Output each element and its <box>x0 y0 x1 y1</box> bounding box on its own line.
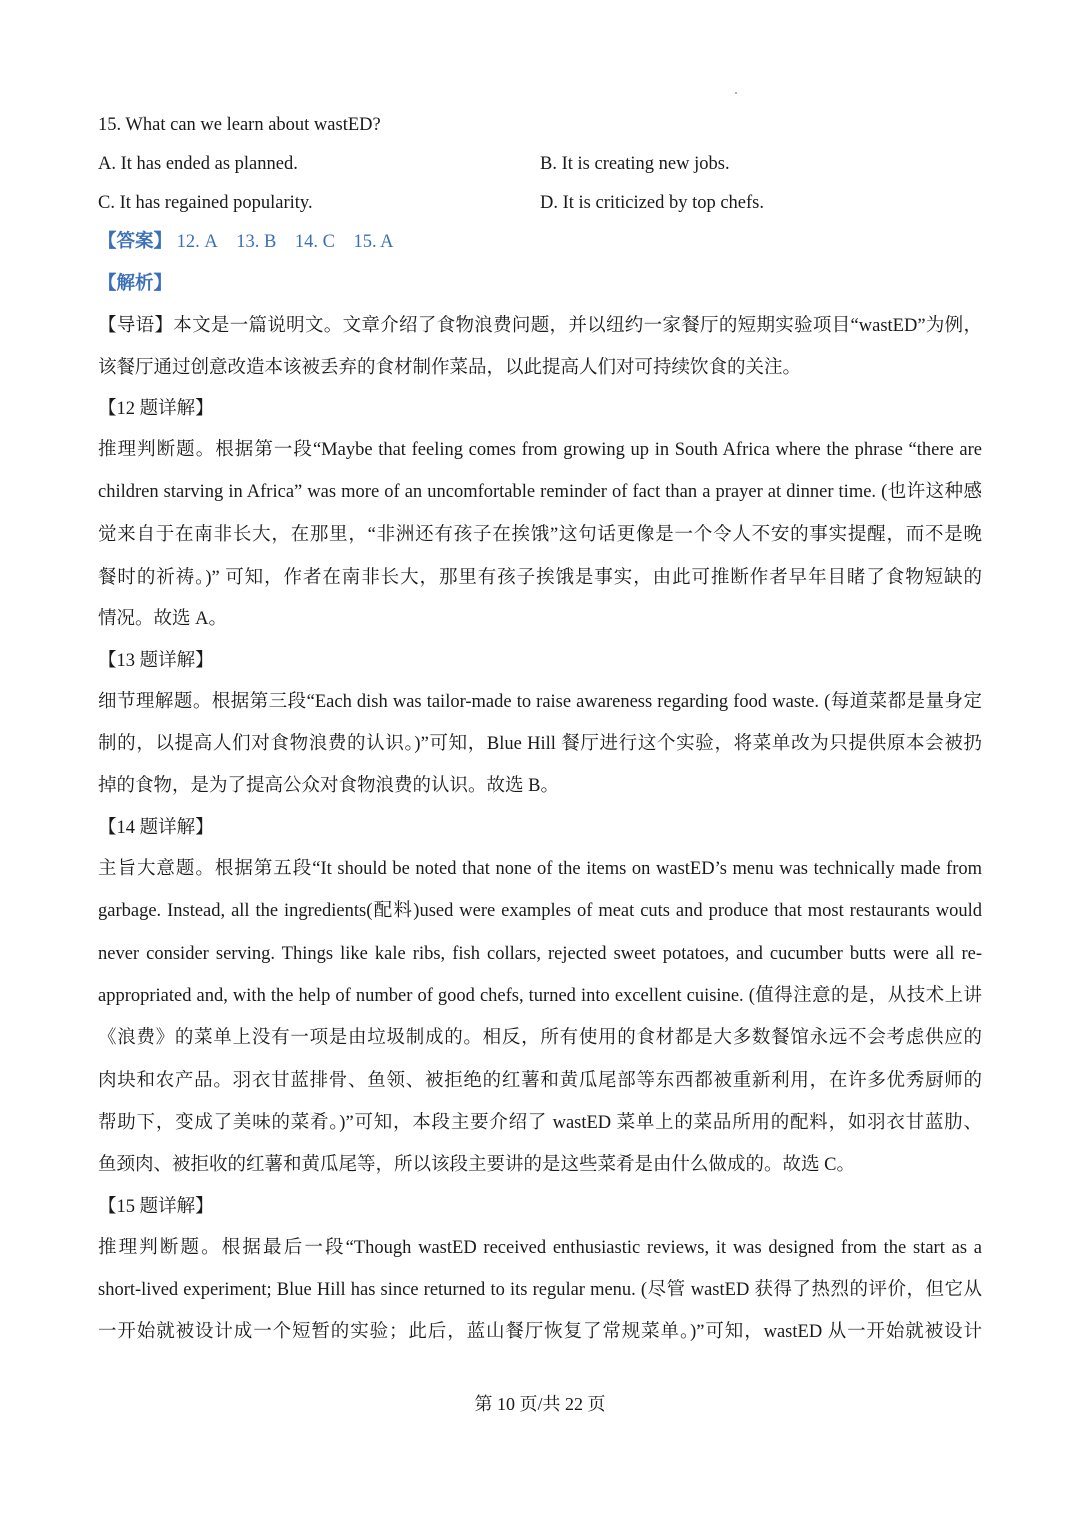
q14-line-5: 《浪费》的菜单上没有一项是由垃圾制成的。相反，所有使用的食材都是大多数餐馆永远不会考虑供应的 <box>98 1028 982 1048</box>
q13-line-3: 掉的食物，是为了提高公众对食物浪费的认识。故选 B。 <box>98 776 559 796</box>
intro-line-2: 该餐厅通过创意改造本该被丢弃的食材制作菜品，以此提高人们对可持续饮食的关注。 <box>98 358 802 378</box>
option-c: C. It has regained popularity. <box>98 193 313 213</box>
question-stem: 15. What can we learn about wastED? <box>98 115 381 135</box>
q15-line-2: short-lived experiment; Blue Hill has since returned to its regular menu. (尽管 wastED 获得了热烈的评价，但它从 <box>98 1280 982 1300</box>
q14-line-8: 鱼颈肉、被拒收的红薯和黄瓜尾等，所以该段主要讲的是这些菜肴是由什么做成的。故选 C。 <box>98 1155 855 1175</box>
option-a: A. It has ended as planned. <box>98 154 298 174</box>
q13-heading: 【13 题详解】 <box>98 651 214 671</box>
q12-line-4: 餐时的祈祷。)” 可知，作者在南非长大，那里有孩子挨饿是事实，由此可推断作者早年目睹了食物短缺的 <box>98 568 982 588</box>
q15-line-1: 推理判断题。根据最后一段“Though wastED received enthusiastic reviews, it was designed from the start as a <box>98 1238 982 1258</box>
scan-speck <box>735 92 737 94</box>
q14-line-7: 帮助下，变成了美味的菜肴。)”可知，本段主要介绍了 wastED 菜单上的菜品所用的配料，如羽衣甘蓝肋、 <box>98 1113 982 1133</box>
answer-line <box>98 229 394 255</box>
answer-12: 12. A <box>176 232 218 252</box>
q14-line-4: appropriated and, with the help of number of good chefs, turned into excellent cuisine. (值得注意的是，从技术上讲 <box>98 986 982 1006</box>
q15-heading: 【15 题详解】 <box>98 1197 214 1217</box>
answer-14: 14. C <box>294 232 335 252</box>
q14-line-3: never consider serving. Things like kale ribs, fish collars, rejected sweet potatoes, and cucumber butts were all re- <box>98 944 982 964</box>
q12-heading: 【12 题详解】 <box>98 399 214 419</box>
analysis-tag: 【解析】 <box>98 274 173 294</box>
answer-13: 13. B <box>236 232 277 252</box>
q13-line-2: 制的，以提高人们对食物浪费的认识。)”可知，Blue Hill 餐厅进行这个实验，将菜单改为只提供原本会被扔 <box>98 734 982 754</box>
q14-line-6: 肉块和农产品。羽衣甘蓝排骨、鱼领、被拒绝的红薯和黄瓜尾部等东西都被重新利用，在许多优秀厨师的 <box>98 1071 982 1091</box>
q14-line-1: 主旨大意题。根据第五段“It should be noted that none of the items on wastED’s menu was technically made from <box>98 859 982 879</box>
q12-line-3: 觉来自于在南非长大，在那里，“非洲还有孩子在挨饿”这句话更像是一个令人不安的事实提醒，而不是晚 <box>98 525 982 545</box>
option-d: D. It is criticized by top chefs. <box>540 193 764 213</box>
intro-line-1: 【导语】本文是一篇说明文。文章介绍了食物浪费问题，并以纽约一家餐厅的短期实验项目“wastED”为例， <box>98 316 982 336</box>
page-number: 第 10 页/共 22 页 <box>474 1394 606 1414</box>
q12-line-2: children starving in Africa” was more of an uncomfortable reminder of fact than a prayer at dinner time. (也许这种感 <box>98 482 982 502</box>
option-b: B. It is creating new jobs. <box>540 154 730 174</box>
q15-line-3: 一开始就被设计成一个短暂的实验；此后，蓝山餐厅恢复了常规菜单。)”可知，wastED 从一开始就被设计 <box>98 1322 982 1342</box>
answer-15: 15. A <box>353 232 394 252</box>
answer-tag: 【答案】 <box>98 232 173 252</box>
q13-line-1: 细节理解题。根据第三段“Each dish was tailor-made to raise awareness regarding food waste. (每道菜都是量身定 <box>98 692 982 712</box>
q12-line-1: 推理判断题。根据第一段“Maybe that feeling comes from growing up in South Africa where the phrase “there are <box>98 440 982 460</box>
q14-line-2: garbage. Instead, all the ingredients(配料)used were examples of meat cuts and produce that most restaurants would <box>98 901 982 921</box>
q14-heading: 【14 题详解】 <box>98 818 214 838</box>
q12-line-5: 情况。故选 A。 <box>98 609 227 629</box>
